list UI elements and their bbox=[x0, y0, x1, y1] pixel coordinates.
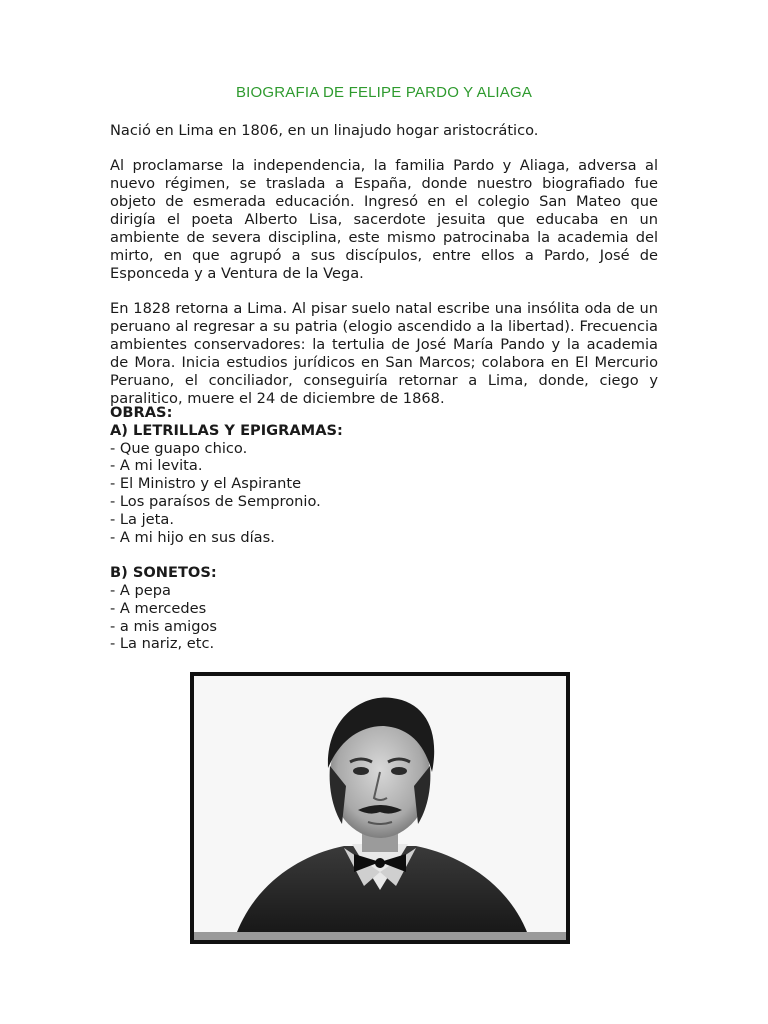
list-item: - A pepa bbox=[110, 581, 171, 599]
section-a-list bbox=[110, 440, 658, 547]
list-item: - La jeta. bbox=[110, 510, 174, 528]
list-item: - A mi levita. bbox=[110, 457, 203, 475]
list-item: - A mercedes bbox=[110, 599, 207, 617]
paragraph-return: En 1828 retorna a Lima. Al pisar suelo natal escribe una insólita oda de un peruano al regresar a su patria (elogio ascendido a la libertad). Frecuencia ambientes conservadores: la tertulia de José María Pando y la academia de Mora. Inicia estudios jurídicos en San Marcos; colabora en El Mercurio Peruano, el conciliador, conseguiría retornar a Lima, donde, ciego y paralitico, muere el 24 de diciembre de 1868. bbox=[110, 300, 658, 407]
works-section bbox=[110, 404, 658, 653]
list-item: - Que guapo chico. bbox=[110, 439, 248, 457]
portrait-image bbox=[190, 672, 570, 944]
portrait-illustration bbox=[194, 676, 566, 940]
list-item: - a mis amigos bbox=[110, 617, 218, 635]
list-item: - A mi hijo en sus días. bbox=[110, 528, 275, 546]
spacer bbox=[110, 546, 658, 564]
paragraph-education: Al proclamarse la independencia, la familia Pardo y Aliaga, adversa al nuevo régimen, se traslada a España, donde nuestro biografiado fue objeto de esmerada educación. Ingresó en el colegio San Mateo que dirigía el poeta Alberto Lisa, sacerdote jesuita que educaba en un ambiente de severa disciplina, este mismo patrocinaba la academia del mirto, en que agrupó a sus discípulos, entre ellos a Pardo, José de Esponceda y a Ventura de la Vega. bbox=[110, 157, 658, 282]
works-heading: OBRAS: bbox=[110, 404, 173, 421]
list-item: - La nariz, etc. bbox=[110, 635, 215, 653]
section-a-heading: A) LETRILLAS Y EPIGRAMAS: bbox=[110, 421, 343, 439]
list-item: - El Ministro y el Aspirante bbox=[110, 475, 302, 493]
list-item: - Los paraísos de Sempronio. bbox=[110, 492, 321, 510]
paragraph-birth: Nació en Lima en 1806, en un linajudo hogar aristocrático. bbox=[110, 122, 539, 139]
section-b-list bbox=[110, 582, 658, 653]
document-title: BIOGRAFIA DE FELIPE PARDO Y ALIAGA bbox=[235, 84, 533, 101]
section-b-heading: B) SONETOS: bbox=[110, 564, 217, 582]
